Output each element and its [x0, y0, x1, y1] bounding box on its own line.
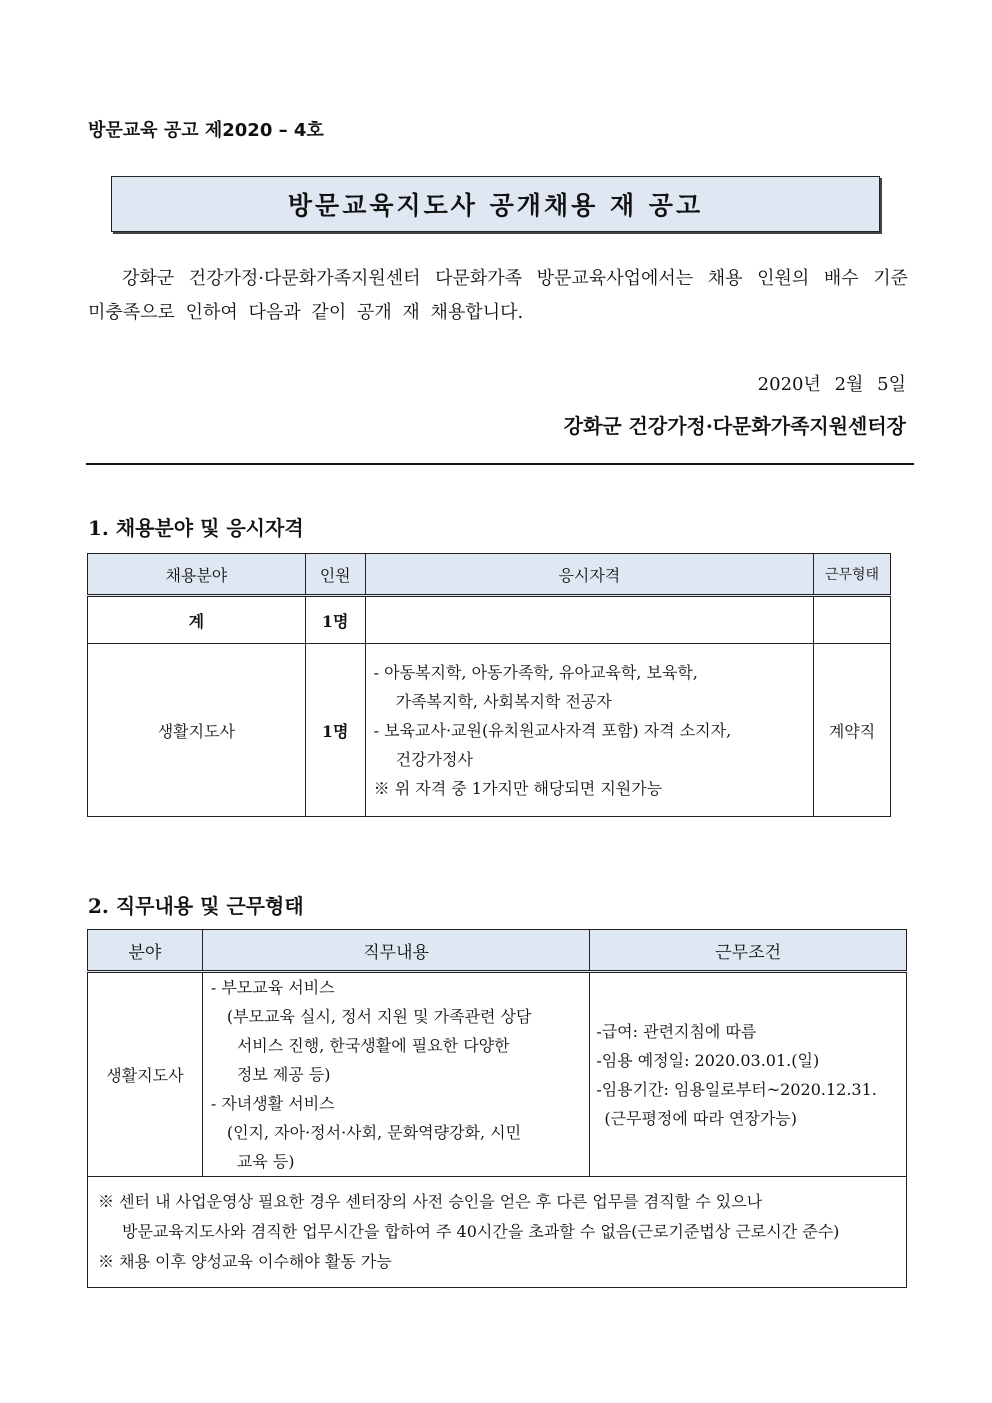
- section2-title: 2. 직무내용 및 근무형태: [88, 894, 304, 918]
- qualification-cell: [365, 644, 813, 817]
- qualification-table: [87, 553, 891, 817]
- duty-line: (인지, 자아·정서·사회, 문화역량강화, 시민: [226, 1123, 522, 1142]
- notice-number: 방문교육 공고 제2020 – 4호: [88, 120, 324, 141]
- header-cell: 채용분야: [88, 554, 306, 596]
- condition-line: -임용 예정일: 2020.03.01.(일): [596, 1050, 820, 1070]
- total-type: [814, 596, 891, 644]
- duty-line: - 자녀생활 서비스: [210, 1094, 335, 1113]
- note-line: ※ 채용 이후 양성교육 이수해야 활동 가능: [98, 1252, 392, 1271]
- header-cell: 직무내용: [202, 930, 589, 972]
- table-row: [88, 972, 907, 1177]
- header-cell: 근무형태: [814, 554, 891, 596]
- note-line: ※ 센터 내 사업운영상 필요한 경우 센터장의 사전 승인을 얻은 후 다른 업무를 겸직할 수 있으나: [98, 1192, 763, 1211]
- table-row-total: [88, 596, 891, 644]
- total-label: 계: [88, 596, 306, 644]
- notes-row: [88, 1177, 907, 1288]
- qualification-line: 가족복지학, 사회복지학 전공자: [395, 691, 612, 711]
- table-header-row: [88, 930, 907, 972]
- condition-line: -임용기간: 임용일로부터~2020.12.31.: [596, 1079, 877, 1099]
- field-cell: 생활지도사: [88, 644, 306, 817]
- title-box: [111, 176, 880, 232]
- duty-cell: [202, 972, 589, 1177]
- field-cell: 생활지도사: [88, 972, 203, 1177]
- document-title: 방문교육지도사 공개채용 재 공고: [287, 191, 704, 220]
- header-cell: 인원: [305, 554, 365, 596]
- condition-cell: [590, 972, 907, 1177]
- duty-line: - 부모교육 서비스: [210, 978, 335, 997]
- header-cell: 응시자격: [365, 554, 813, 596]
- notice-date: 2020년 2월 5일: [757, 374, 906, 395]
- condition-line: (근무평정에 따라 연장가능): [604, 1108, 797, 1128]
- header-cell: 분야: [88, 930, 203, 972]
- total-count: 1명: [305, 596, 365, 644]
- qualification-line: - 아동복지학, 아동가족학, 유아교육학, 보육학,: [373, 662, 698, 682]
- table-header-row: [88, 554, 891, 596]
- duty-table: [87, 929, 907, 1288]
- signer: 강화군 건강가정·다문화가족지원센터장: [563, 414, 906, 438]
- condition-line: -급여: 관련지침에 따름: [596, 1021, 757, 1041]
- notes-cell: [88, 1177, 907, 1288]
- duty-line: (부모교육 실시, 정서 지원 및 가족관련 상담: [226, 1007, 532, 1026]
- duty-line: 서비스 진행, 한국생활에 필요한 다양한: [236, 1036, 510, 1055]
- qualification-line: ※ 위 자격 중 1가지만 해당되면 지원가능: [373, 778, 663, 798]
- header-cell: 근무조건: [590, 930, 907, 972]
- intro-paragraph: 강화군 건강가정·다문화가족지원센터 다문화가족 방문교육사업에서는 채용 인원의 배수 기준 미충족으로 인하여 다음과 같이 공개 재 채용합니다.: [88, 268, 908, 323]
- qualification-line: - 보육교사·교원(유치원교사자격 포함) 자격 소지자,: [373, 720, 732, 740]
- qualification-line: 건강가정사: [395, 749, 473, 769]
- duty-line: 교육 등): [236, 1152, 295, 1171]
- divider: [86, 463, 914, 465]
- table-row: [88, 644, 891, 817]
- total-qualification: [365, 596, 813, 644]
- duty-line: 정보 제공 등): [236, 1065, 331, 1084]
- count-cell: 1명: [305, 644, 365, 817]
- note-line: 방문교육지도사와 겸직한 업무시간을 합하여 주 40시간을 초과할 수 없음(근로기준법상 근로시간 준수): [122, 1222, 840, 1241]
- type-cell: 계약직: [814, 644, 891, 817]
- section1-title: 1. 채용분야 및 응시자격: [88, 516, 304, 540]
